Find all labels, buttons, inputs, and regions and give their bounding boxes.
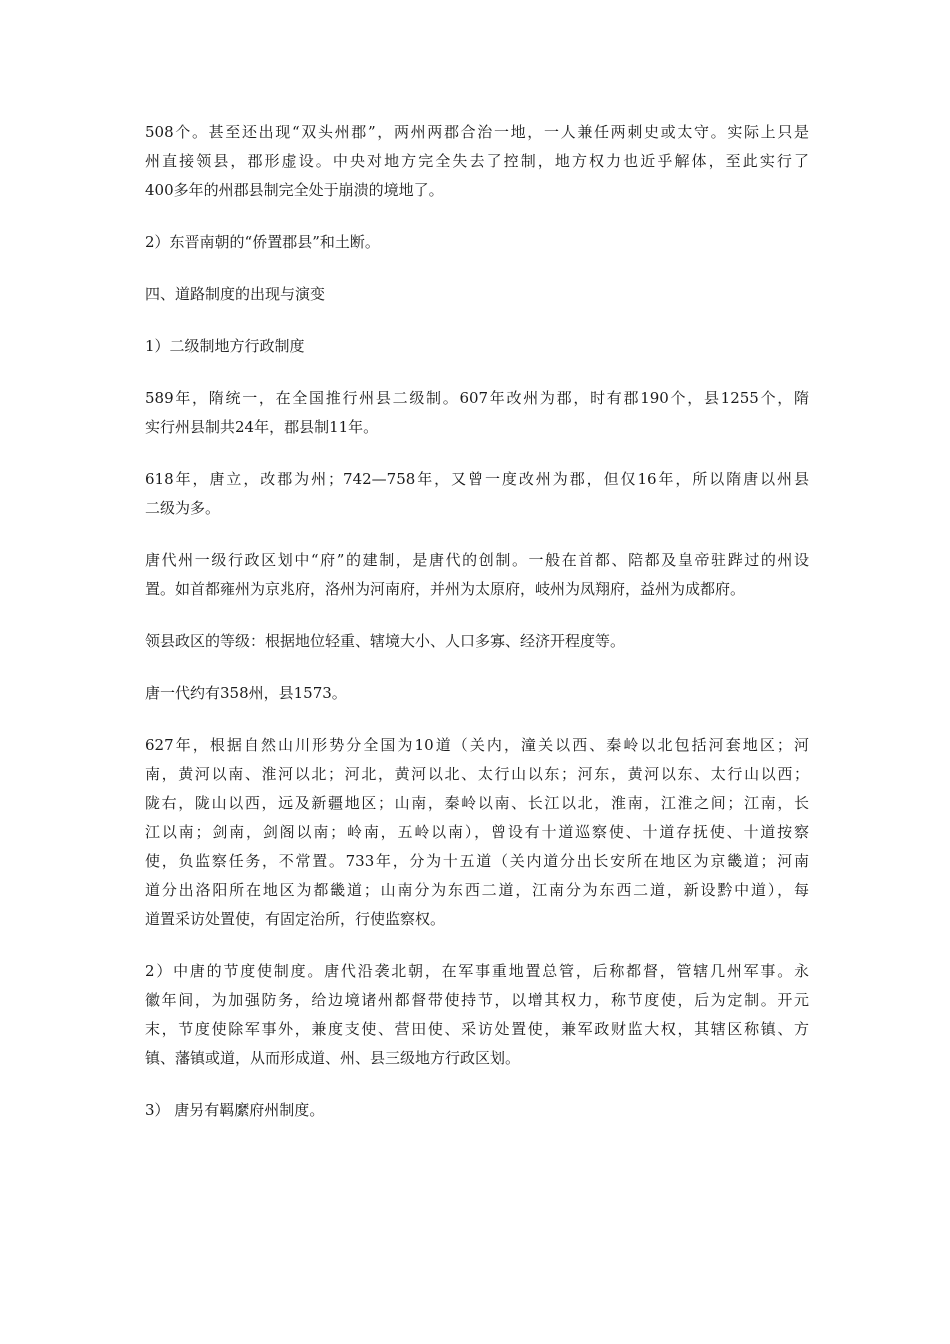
paragraph-jiedushi <box>145 957 809 1073</box>
paragraph-fu-system <box>145 546 809 604</box>
paragraph-sui-unification <box>145 384 809 442</box>
paragraph-tang-counts: 唐一代约有358州，县1573。 <box>145 684 347 702</box>
paragraph-tang-founding <box>145 465 809 523</box>
text-line: 实行州县制共24年，郡县制11年。 <box>145 418 379 436</box>
heading-qiaozhi-junxian: 2）东晋南朝的“侨置郡县”和土断。 <box>145 233 380 251</box>
text-line: 400多年的州郡县制完全处于崩溃的境地了。 <box>145 181 444 199</box>
text-line: 2）中唐的节度使制度。唐代沿袭北朝，在军事重地置总管，后称都督，管辖几州军事。永 <box>145 962 809 980</box>
section-heading-daolu-zhidu: 四、道路制度的出现与演变 <box>145 285 326 303</box>
heading-jimi-fuzhou: 3） 唐另有羁縻府州制度。 <box>145 1101 325 1119</box>
text-line: 618年，唐立，改郡为州；742—758年，又曾一度改州为郡，但仅16年，所以隋唐以州县 <box>145 470 809 488</box>
text-line: 徽年间，为加强防务，给边境诸州都督带使持节，以增其权力，称节度使，后为定制。开元 <box>145 991 809 1009</box>
text-line: 江以南；剑南，剑阁以南；岭南，五岭以南），曾设有十道巡察使、十道存抚使、十道按察 <box>145 823 809 841</box>
text-line: 末，节度使除军事外，兼度支使、营田使、采访处置使，兼军政财监大权，其辖区称镇、方 <box>145 1020 809 1038</box>
paragraph-zhoujun-collapse <box>145 118 809 205</box>
text-line: 唐代州一级行政区划中“府”的建制，是唐代的创制。一般在首都、陪都及皇帝驻跸过的州设 <box>145 551 809 569</box>
text-line: 使，负监察任务，不常置。733年，分为十五道（关内道分出长安所在地区为京畿道；河南 <box>145 852 809 870</box>
text-line: 二级为多。 <box>145 499 221 517</box>
text-line: 镇、藩镇或道，从而形成道、州、县三级地方行政区划。 <box>145 1049 521 1067</box>
text-line: 置。如首都雍州为京兆府，洛州为河南府，并州为太原府，岐州为凤翔府，益州为成都府。 <box>145 580 746 598</box>
text-line: 508个。甚至还出现“双头州郡”，两州两郡合治一地，一人兼任两刺史或太守。实际上只是 <box>145 123 809 141</box>
text-line: 589年，隋统一，在全国推行州县二级制。607年改州为郡，时有郡190个，县1255个，隋 <box>145 389 809 407</box>
paragraph-county-ranks: 领县政区的等级：根据地位轻重、辖境大小、人口多寡、经济开程度等。 <box>145 632 626 650</box>
document-page <box>145 118 809 1148</box>
text-line: 道分出洛阳所在地区为都畿道；山南分为东西二道，江南分为东西二道，新设黔中道），每 <box>145 881 809 899</box>
text-line: 陇右，陇山以西，远及新疆地区；山南，秦岭以南、长江以北，淮南，江淮之间；江南，长 <box>145 794 809 812</box>
text-line: 南，黄河以南、淮河以北；河北，黄河以北、太行山以东；河东，黄河以东、太行山以西； <box>145 765 809 783</box>
heading-erji-zhidu: 1）二级制地方行政制度 <box>145 337 305 355</box>
text-line: 627年，根据自然山川形势分全国为10道（关内，潼关以西、秦岭以北包括河套地区；河 <box>145 736 809 754</box>
text-line: 州直接领县，郡形虚设。中央对地方完全失去了控制，地方权力也近乎解体，至此实行了 <box>145 152 809 170</box>
paragraph-ten-circuits <box>145 731 809 934</box>
text-line: 道置采访处置使，有固定治所，行使监察权。 <box>145 910 446 928</box>
